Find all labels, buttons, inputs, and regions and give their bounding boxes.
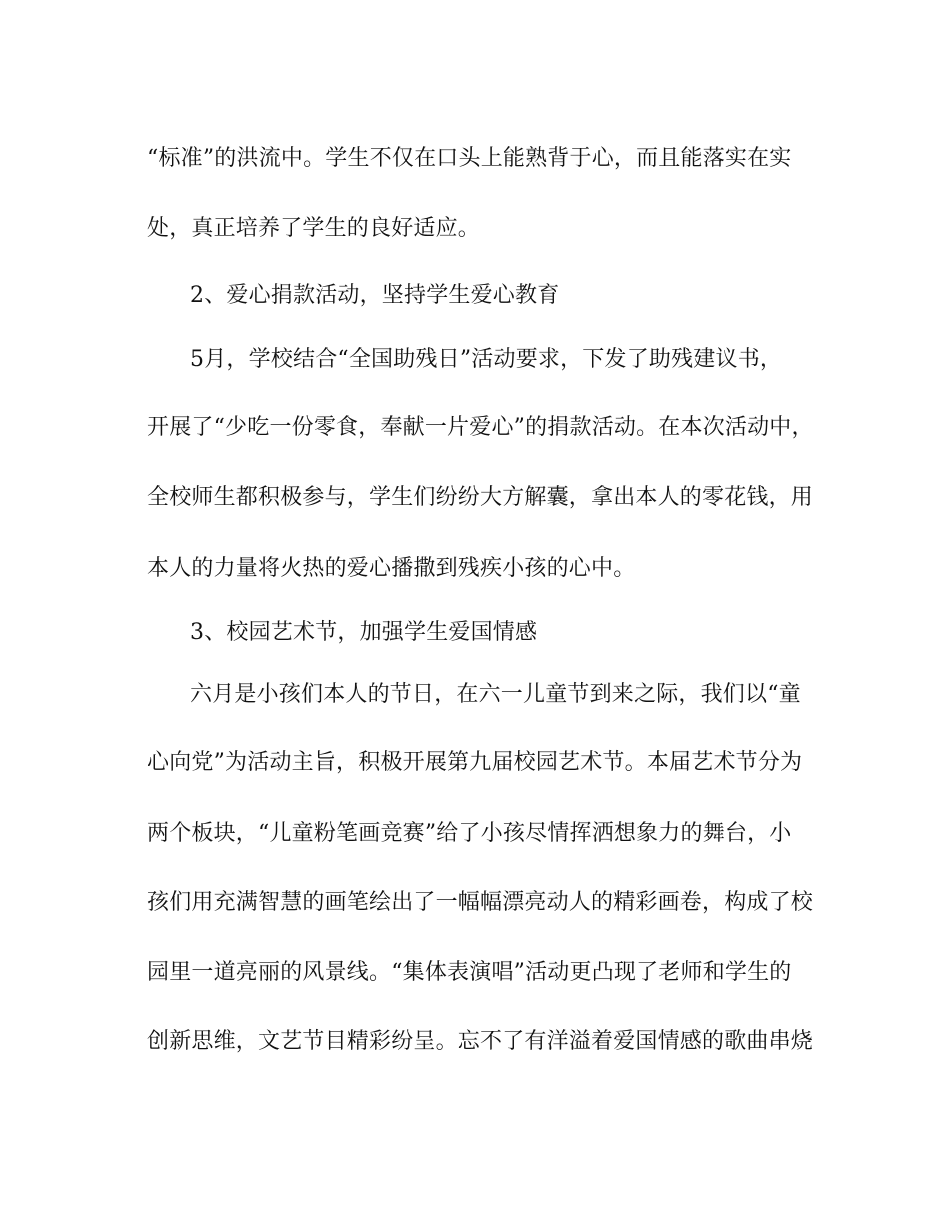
section-heading: 2、爱心捐款活动，坚持学生爱心教育	[190, 283, 560, 308]
paragraph-line: 两个板块，“儿童粉笔画竞赛”给了小孩尽情挥洒想象力的舞台，小	[147, 821, 792, 846]
paragraph-line: 心向党”为活动主旨，积极开展第九届校园艺术节。本届艺术节分为	[147, 750, 803, 775]
paragraph-line: “标准”的洪流中。学生不仅在口头上能熟背于心，而且能落实在实	[147, 146, 792, 171]
paragraph-line: 本人的力量将火热的爱心播撒到残疾小孩的心中。	[147, 556, 636, 581]
paragraph-line: 全校师生都积极参与，学生们纷纷大方解囊，拿出本人的零花钱，用	[147, 485, 814, 510]
paragraph-line: 孩们用充满智慧的画笔绘出了一幅幅漂亮动人的精彩画卷，构成了校	[147, 890, 814, 915]
section-heading: 3、校园艺术节，加强学生爱国情感	[190, 620, 538, 645]
paragraph-line: 园里一道亮丽的风景线。“集体表演唱”活动更凸现了老师和学生的	[147, 960, 792, 985]
paragraph-line: 创新思维，文艺节目精彩纷呈。忘不了有洋溢着爱国情感的歌曲串烧	[147, 1029, 814, 1054]
paragraph-line: 5月，学校结合“全国助残日”活动要求，下发了助残建议书，	[190, 347, 783, 372]
paragraph-line: 六月是小孩们本人的节日，在六一儿童节到来之际，我们以“童	[190, 682, 801, 707]
paragraph-line: 开展了“少吃一份零食，奉献一片爱心”的捐款活动。在本次活动中，	[147, 415, 814, 440]
paragraph-line: 处，真正培养了学生的良好适应。	[147, 216, 481, 241]
